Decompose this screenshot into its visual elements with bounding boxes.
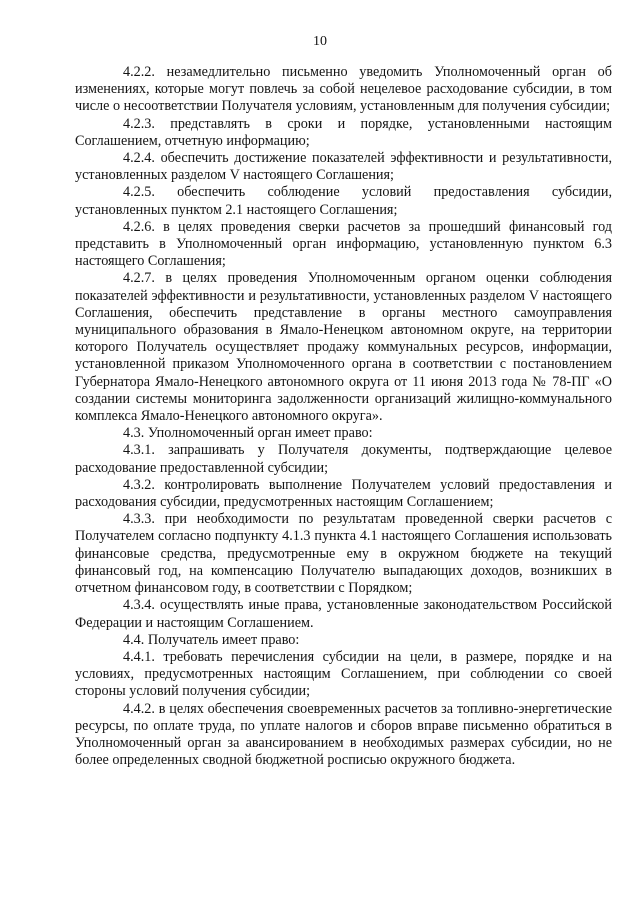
paragraph-4-2-4: 4.2.4. обеспечить достижение показателей эффективности и результативности, установленных разделом V настоящего Соглашения; (75, 150, 612, 184)
paragraph-4-3: 4.3. Уполномоченный орган имеет право: (123, 425, 373, 442)
document-body (75, 64, 612, 769)
paragraph-4-2-7: 4.2.7. в целях проведения Уполномоченным органом оценки соблюдения показателей эффективности и результативности, установленных разделом V настоящего Соглашения, обеспечить представление в органы местного самоуправления муниципального образования в Ямало-Ненецком автономном округе, на территории которого Получатель осуществляет продажу коммунальных ресурсов, информации, установленной приказом Уполномоченного органа в соответствии с постановлением Губернатора Ямало-Ненецкого автономного округа от 11 июня 2013 года № 78-ПГ «О создании системы мониторинга задолженности организаций жилищно-коммунального комплекса Ямало-Ненецкого автономного округа». (75, 270, 612, 425)
paragraph-4-4-1: 4.4.1. требовать перечисления субсидии на цели, в размере, порядке и на условиях, предусмотренных настоящим Соглашением, при соблюдении со своей стороны условий получения субсидии; (75, 648, 612, 700)
paragraph-4-4: 4.4. Получатель имеет право: (123, 631, 300, 648)
paragraph-4-3-2: 4.3.2. контролировать выполнение Получателем условий предоставления и расходования субсидии, предусмотренных настоящим Соглашением; (75, 476, 612, 511)
paragraph-4-2-2: 4.2.2. незамедлительно письменно уведомить Уполномоченный орган об изменениях, которые могут повлечь за собой нецелевое расходование субсидии, в том числе о несоответствии Получателя условиям, установленным для получения субсидии; (75, 64, 612, 115)
paragraph-4-2-3: 4.2.3. представлять в сроки и порядке, установленными настоящим Соглашением, отчетную информацию; (75, 115, 612, 149)
paragraph-4-2-5: 4.2.5. обеспечить соблюдение условий предоставления субсидии, установленных пунктом 2.1 настоящего Соглашения; (75, 184, 612, 218)
paragraph-4-2-6: 4.2.6. в целях проведения сверки расчетов за прошедший финансовый год представить в Уполномоченный орган информацию, установленную пунктом 6.3 настоящего Соглашения; (75, 218, 612, 270)
paragraph-4-3-4: 4.3.4. осуществлять иные права, установленные законодательством Российской Федерации и настоящим Соглашением. (75, 597, 612, 631)
paragraph-4-3-1: 4.3.1. запрашивать у Получателя документы, подтверждающие целевое расходование предоставленной субсидии; (75, 442, 612, 476)
page-number: 10 (313, 34, 327, 49)
paragraph-4-4-2: 4.4.2. в целях обеспечения своевременных расчетов за топливно-энергетические ресурсы, по оплате труда, по уплате налогов и сборов вправе письменно обратиться в Уполномоченный орган за авансированием в необходимых размерах субсидии, но не более определенных сводной бюджетной росписью окружного бюджета. (75, 700, 612, 769)
paragraph-4-3-3: 4.3.3. при необходимости по результатам проведенной сверки расчетов с Получателем согласно подпункту 4.1.3 пункта 4.1 настоящего Соглашения использовать финансовые средства, предусмотренные ему в окружном бюджете на текущий финансовый год, на компенсацию Получателю выпадающих доходов, возникших в отчетном финансовом году, в соответствии с Порядком; (75, 511, 612, 597)
